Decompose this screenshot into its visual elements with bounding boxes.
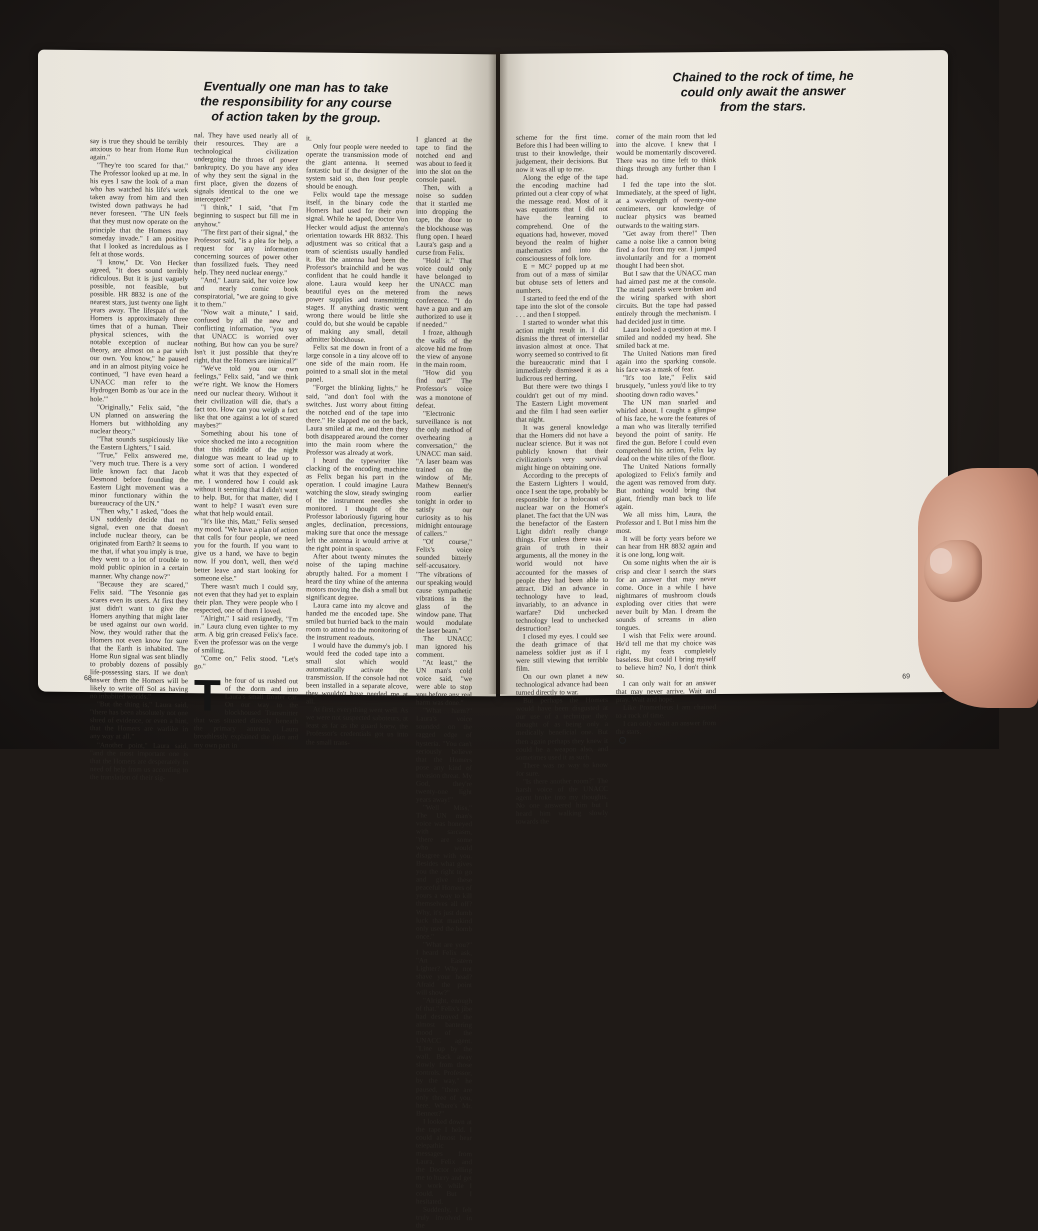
paragraph: There was no way to know for sure.	[516, 760, 608, 778]
paragraph: Along the edge of the tape the encoding machine had printed out a clear copy of what the message read. Most of it was equations that I did not have the learning to comprehend. One of the equations had, however, moved beyond the realm of higher mathematics and into the consciousness of folk lore.	[516, 173, 608, 263]
right-column-2	[616, 132, 716, 737]
section-opening: he four of us rushed out of the dorm and into Laura's small floater car. On our way to the blockhoused Transmitter that was situated directly beneath the primary antenna, Laura breathlessly explained the plan and my own part in	[194, 676, 298, 750]
right-column-1	[516, 133, 608, 826]
left-column-1	[90, 137, 188, 782]
paragraph: "Hold it." That voice could only have belonged to the UNACC man from the news conference. "I do have a gun and am authorized to use it if needed."	[416, 256, 472, 329]
left-column-3	[306, 134, 408, 747]
paragraph: "Alright," I said resignedly, "I'm in." Laura clung even tighter to my arm. A big grin creased Felix's face. Even the professor was on the verge of smiling.	[194, 614, 298, 655]
drop-cap: T	[194, 671, 221, 721]
paragraph: Laura looked a question at me. I smiled and nodded my head. She smiled back at me.	[616, 325, 716, 351]
paragraph: We all miss him, Laura, the Professor and I. But I miss him the most.	[616, 510, 716, 536]
paragraph: "What are you?" I heard Felix ask, "An Eastern Lighter? Why not shave your head? Afraid the point will show?"	[416, 940, 472, 997]
paragraph: "And," Laura said, her voice low and nearly comic book conspiratorial, "we are going to give it to them."	[194, 276, 298, 309]
paragraph: "Is there another room?" The harsh voice of the UNACC agent broke into my thoughts. No one answered him but I heard him walking slowly towards the	[516, 776, 608, 826]
paragraph: Then, with a noise so sudden that it startled me into dropping the tape, the door to the blockhouse was flung open. I heard Laura's gasp and a curse from Felix.	[416, 183, 472, 257]
paragraph: "It's like this, Matt," Felix sensed my mood. "We have a plan of action that calls for four people, we need you for the fourth. If you want to give us a hand, we have to begin now. If you don't, well, then we'd better leave and start looking for someone else."	[194, 517, 298, 583]
paragraph: "How did you find out?" The Professor's voice was a monotone of defeat.	[416, 368, 472, 410]
paragraph: But I saw that the UNACC man had aimed past me at the console. The metal panels were broken and the wiring sparked with short circuits. But the tape had passed entirely through the mechanism. I had decided just in time.	[616, 268, 716, 327]
paragraph: "I think," I said, "that I'm beginning to suspect but fill me in anyhow."	[194, 203, 298, 229]
left-pullquote: Eventually one man has to take the responsibility for any course of action taken by the group.	[200, 79, 392, 126]
paragraph: "The first part of their signal," the Professor said, "is a plea for help, a request for any information concerning sources of power other than fossilized fuels. They need help. They need nuclear energy."	[194, 227, 298, 278]
paragraph: I fed the tape into the slot. Immediately, at the speed of light, at a wavelength of twenty-one centimeters, our knowledge of nuclear physics was beamed outwards to the waiting stars.	[616, 180, 716, 230]
paragraph: The UNACC man ignored his comment.	[416, 634, 472, 659]
paragraph: "Another point," Laura said, "and the most important one is that the Homers are desperately in need of help from us according to the translation of their sig-	[90, 740, 188, 782]
paragraph: "It's too late," Felix said brusquely, "unless you'd like to try shooting down radio waves."	[616, 373, 716, 399]
paragraph: "But the thing is," Laura said, "there has been absolutely not one shred of evidence, or even a hint, that the Homers are warlike in any way at all."	[90, 700, 188, 742]
paragraph: I started to wonder what this action might result in. I did dismiss the threat of interstellar invasion almost at once. That worry seemed so contrived to fit the bureaucratic mind that I immediately dismissed it as a ludicrous red herring.	[516, 318, 608, 384]
left-column-4	[416, 135, 472, 1230]
left-page	[38, 50, 496, 1230]
paragraph: I wish that Felix were around. He'd tell me that my choice was right, my fears completely baseless. But could I bring myself to believe him? No, I don't think so.	[616, 630, 716, 681]
paragraph: At first, everything went well. As we were not suspected saboteurs, at least as far as the guard knew, the Professor's credentials got us into the small trans-	[306, 705, 408, 747]
paragraph: "What harm?" Laura's voice sounded on the ragged edge of hysteria. "You can't seriously believe that the Homers pose any kind of invasion threat. My God, they're twenty-one light years away!"	[416, 706, 472, 804]
paragraph: "Forget the blinking lights," he said, "and don't fool with the switches. Just worry about fitting the notched end of the tape into there." He slapped me on the back, Laura smiled at me, and then they both disappeared around the corner into the main room where the Professor was already at work.	[306, 383, 408, 458]
paragraph: I glanced at the tape to find the notched end and was about to feed it into the slot on the console panel.	[416, 135, 472, 185]
paragraph: It was general knowledge that the Homers did not have a nuclear science. But it was not publicly known that their civilization's very survival might hinge on obtaining one.	[516, 422, 608, 472]
paragraph: "Then why," I asked, "does the UN suddenly decide that no signal, even one that doesn't include nuclear theory, can be originated from Earth? It seems to me that, if what you imply is true, they went to a lot of trouble to mold public opinion in a certain manner. Why change now?"	[90, 507, 188, 581]
paragraph: "Alright, enough of that." Felix's jibe had destroyed the almost bantering mood of the UNACC agent. "Line up by the wall. Back away slowly from those controls. Professor, by the way," he paused, "there are only three of you, here. Where's Mr. Bennett?"	[416, 996, 472, 1118]
paragraph: "Come on," Felix stood. "Let's go."	[194, 654, 298, 671]
paragraph: "True," Felix answered me, "very much true. There is a very little known fact that Jacob Desmond before founding the Eastern Light movement was a minor functionary within the bureaucracy of the UN."	[90, 451, 188, 508]
paragraph: Like Prometheus I am chained to a rock of time.	[616, 703, 716, 721]
paragraph: I froze, although the walls of the alcove hid me from the view of anyone in the main room.	[416, 328, 472, 370]
paragraph: Felix would tape the message itself, in the binary code the Homers had used for their own signal. While he taped, Doctor Von Hecker would adjust the antenna's orientation towards HR 8832. This adjustment was so critical that a team of scientists usually handled it. But the antenna had been the Professor's brainchild and he was confident that he could handle it alone. Laura would keep her beautiful eyes on the metered power supplies and transmitting stages. If anything drastic went wrong there would be little she could do, but she would be capable of making any small, detail admitter blockhouse.	[306, 190, 408, 345]
paragraph: I closed my eyes. I could see the death grimace of that nameless soldier just as if I were still viewing that terrible film.	[516, 631, 608, 673]
paragraph: There wasn't much I could say, not even that they had yet to explain their plan. They were people who I respected, one of them I loved.	[194, 581, 298, 615]
paragraph: The United Nations man fired again into the sparking console. his face was a mask of fear.	[616, 349, 716, 375]
paragraph: "They're too scared for that." The Professor looked up at me. In his eyes I saw the look of a man who has watched his life's work taken away from him and then twisted down pathways he had never foreseen. "The UN feels that they must now operate on the principle that the Homers may someday invade." I am positive that I looked as incredulous as I felt at those words.	[90, 161, 188, 259]
paragraph: I can only await an answer from the stars.	[616, 719, 716, 737]
paragraph: "We've told you our own feelings," Felix said, "and we think we're right. We know the Homers need our nuclear theory. Without it their civilization will die, that's a fact too. How can you weigh a fact like that one against a lot of scared maybes?"	[194, 364, 298, 430]
paragraph: Suddenly, I felt truly involved in the	[416, 1205, 472, 1230]
paragraph: "I know," Dr. Von Hecker agreed, "it does sound terribly ridiculous. But it is just vaguely possible, not feasible, but possible. HR 8832 is one of the nearest stars, just twenty one light years away. The lifespan of the Homers is approximately three times that of a human. Their physical sciences, with the notable exception of nuclear theory, are almost on a par with our own. You know," he paused and in an almost pitying voice he continued, "I have even heard a UNACC man refer to the Hydrogen Bomb as 'our ace in the hole.'"	[90, 257, 188, 403]
paragraph: According to the precepts of the Eastern Lighters I would, once I sent the tape, probably be responsible for a holocaust of nuclear war on the Homer's planet. The fact that the UN was the benefactor of the Eastern Light didn't really change things. For unless there was a grain of truth in their arguments, all the money in the world would not have accounted for the masses of people they had been able to attract. Did an advance in technology have to lead, invariably, to an advance in warfare? Did unchecked technology lead to unchecked destruction?	[516, 470, 608, 633]
story-end-mark-icon	[619, 737, 626, 744]
paragraph: say is true they should be terribly anxious to hear from Home Run again."	[90, 137, 188, 162]
paragraph: scheme for the first time. Before this I had been willing to trust to their knowledge, their judgement, their decisions. But now it was all up to me.	[516, 133, 608, 175]
paragraph: it.	[306, 134, 312, 143]
paragraph: "At least," the UN man's cold voice said, "we were able to stop you before any real harm was done."	[416, 658, 472, 708]
paragraph: But there were two things I couldn't get out of my mind. The Eastern Light movement and the film I had seen earlier that night.	[516, 382, 608, 424]
paragraph: Something about his tone of voice shocked me into a recognition that this middle of the night dialogue was meant to lead up to some sort of action. I wondered what it was that they expected of me. I wondered how I could ask without it seeming that I didn't want to help. But, for that matter, did I want to help? I wasn't even sure what that help would entail.	[194, 429, 298, 519]
page-number-left: 68	[84, 675, 92, 683]
right-page	[500, 50, 948, 826]
paragraph: "Get away from there!" Then came a noise like a cannon being fired a foot from my ear. I jumped involuntarily and for a moment thought I had been shot.	[616, 228, 716, 270]
paragraph: Felix sat me down in front of a large console in a tiny alcove off to one side of the main room. He pointed to a small slot in the metal panel.	[306, 343, 408, 384]
paragraph: nal. They have used nearly all of their resources. They are a technological civilization undergoing the throes of power bankruptcy. Do you have any idea of why they sent the signal in the first place, given the dozens of signals identical to the one we intercepted?"	[194, 131, 298, 205]
paragraph: "Originally," Felix said, "the UN planned on answering the Homers but withholding any nuclear theory."	[90, 402, 188, 436]
paragraph: "Because they are scared," Felix said. "The Yesonnie gas scares even its users. At first they just didn't want to give the Homers anything that might later be used against our own world. Now, they would rather that the Homers not even know for sure that the Earth is inhabited. The Home Run signal was sent blindly to probably dozens of possibly life-possessing stars. If we don't answer them the Homers will be likely to write off Sol as having no inhabited worlds."	[90, 579, 188, 702]
paragraph: E = MC² popped up at me from out of a mass of similar but obtuse sets of letters and numbers.	[516, 261, 608, 295]
thumbnail	[930, 548, 952, 574]
paragraph: "Electronic surveillance is not the only method of overhearing a conversation," the UNACC man said. "A laser beam was trained on the window of Mr. Mathew Bennett's room earlier tonight in order to satisfy our curiosity as to his midnight entourage of callers."	[416, 409, 472, 539]
paragraph: Laura came into my alcove and handed me the encoded tape. She smiled but hurried back to the main room to attend to the monitoring of the instrument readouts.	[306, 601, 408, 643]
paragraph: The UN man snarled and whirled about. I caught a glimpse of his face, he wore the features of a man who was literally terrified beyond the point of sanity. He fired the gun. Before I could even comprehend his action, Felix lay dead on the white tiles of the floor.	[616, 397, 716, 463]
paragraph: "That sounds suspiciously like the Eastern Lighters," I said.	[90, 434, 188, 452]
paragraph: Only four people were needed to operate the transmission mode of the giant antenna. It seemed fantastic but if the designer of the system said so, then four people should be enough.	[306, 142, 408, 192]
paragraph: I would have the dummy's job. I would feed the coded tape into a small slot which would automatically activate the transmission. If the console had not been installed in a separate alcove, they wouldn't have needed me at all.	[306, 641, 408, 706]
paragraph: I looked down at the tape I held. I could almost hear telepathic messages from Laura, Felix and the Doctor telling me to hurry and get to work while I could. But I hesitated.	[416, 1117, 472, 1207]
paragraph: On some nights when the air is crisp and clear I search the stars for an answer that may never come. Once in a while I have nightmares of mushroom clouds exploding over cities that were never built by Man. I dream the sounds of screams in alien tongues.	[616, 558, 716, 632]
paragraph: corner of the main room that led into the alcove. I knew that I would be momentarily discovered. There was no time left to think things through any further than I had.	[616, 132, 716, 182]
paragraph: "Of course," Felix's voice sounded bitterly self-accusatory. "The vibrations of our speaking would cause sympathetic vibrations in the glass of the window pane. That would modulate the laser beam."	[416, 537, 472, 635]
paragraph: I can only wait for an answer that may never arrive. Wait and pray. Wait and hope.	[616, 679, 716, 705]
paragraph: It will be forty years before we can hear from HR 8832 again and it is one long, long wait.	[616, 534, 716, 560]
open-magazine	[38, 52, 948, 1230]
paragraph: But perhaps the Homers would have been disgusted at our use of a technique they thought of as being only a medically beneficial one. But then again perhaps they knew it could be a weapon also, and sometimes used it as such.	[516, 696, 608, 762]
paragraph: On our own planet a new technological advance had been turned directly to war.	[516, 672, 608, 698]
right-pullquote: Chained to the rock of time, he could only await the answer from the stars.	[672, 68, 854, 115]
paragraph: The United Nations formally apologized to Felix's family and the agent was removed from duty. But nothing would bring that giant, friendly man back to life again.	[616, 461, 716, 512]
left-column-2	[194, 131, 298, 750]
paragraph: I started to feed the end of the tape into the slot of the console . . . and then I stopped.	[516, 293, 608, 319]
paragraph: After about twenty minutes the noise of the taping machine abruptly halted. For a moment I heard the tiny whine of the antenna motors moving the dish a small but significant degree.	[306, 552, 408, 602]
page-number-right: 69	[902, 673, 910, 681]
paragraph: "Well Miss," The UN man's voice was honeyed with sarcasm, "there are some who would disagree with you. Besides what gives you the right to go and give these peaceful Homers of yours a way to kill themselves all off? Why, it's just dumb luck that mankind only used the bomb once."	[416, 803, 472, 941]
paragraph: I heard the typewriter like clacking of the encoding machine as Felix began his part in the operation. I could imagine Laura watching the slow, steady swinging of the instrument needles she monitored. I thought of the Professor laboriously figuring hour angles, declination, precessions, making sure that once the message left the antenna it would arrive at the right point in space.	[306, 456, 408, 554]
paragraph: "Now wait a minute," I said, confused by all the new and conflicting information, "you say that UNACC is worried over nothing. But how can you be sure? Isn't it just possible that they're right, that the Homers are inimical?"	[194, 308, 298, 366]
